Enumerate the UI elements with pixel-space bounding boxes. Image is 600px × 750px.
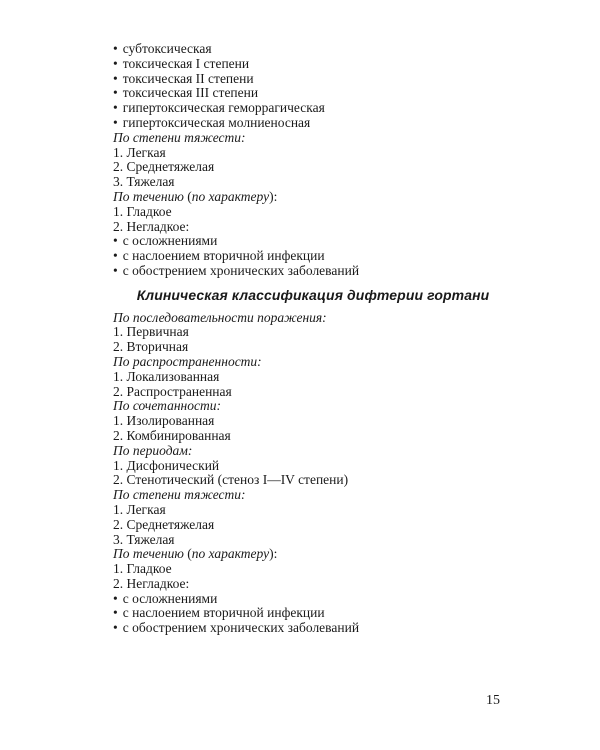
list-item: 1. Дисфонический	[113, 457, 220, 473]
list-item: 1. Легкая	[113, 144, 166, 160]
list-item: 3. Тяжелая	[113, 531, 175, 547]
course-label-prefix: По течению	[113, 546, 184, 562]
section-label-course: По течению (по характеру):	[113, 546, 278, 562]
list-item: 2. Среднетяжелая	[113, 516, 215, 532]
section-label-combination: По сочетанности:	[113, 398, 221, 414]
page-content	[113, 42, 513, 636]
list-item: • гипертоксическая геморрагическая	[113, 101, 513, 116]
list-item: 2. Распространенная	[113, 383, 232, 399]
list-item: 1. Первичная	[113, 324, 189, 340]
section-label-severity: По степени тяжести:	[113, 129, 246, 145]
list-item: • с обострением хронических заболеваний	[113, 264, 513, 279]
list-item: 2. Вторичная	[113, 339, 189, 355]
list-item: • токсическая I степени	[113, 57, 513, 72]
course-label-prefix: По течению	[113, 188, 184, 204]
list-item: 1. Гладкое	[113, 561, 172, 577]
list-item: 1. Гладкое	[113, 203, 172, 219]
list-item: • с обострением хронических заболеваний	[113, 621, 513, 636]
list-item: • субтоксическая	[113, 42, 513, 57]
list-item: 2. Комбинированная	[113, 427, 231, 443]
list-item: 3. Тяжелая	[113, 174, 175, 190]
list-item: 2. Стенотический (стеноз I—IV степени)	[113, 472, 349, 488]
course-label-paren: по характеру	[191, 188, 270, 204]
section-label-course: По течению (по характеру):	[113, 188, 278, 204]
list-item: 1. Изолированная	[113, 413, 215, 429]
section-label-severity: По степени тяжести:	[113, 487, 246, 503]
section-heading: Клиническая классификация дифтерии гортани	[136, 286, 490, 303]
list-item: • гипертоксическая молниеносная	[113, 116, 513, 131]
list-item: 2. Среднетяжелая	[113, 159, 215, 175]
section-label-prevalence: По распространенности:	[113, 353, 262, 369]
section-label-sequence: По последовательности поражения:	[113, 309, 327, 325]
list-item: • с осложнениями	[113, 234, 513, 249]
list-item: • токсическая III степени	[113, 86, 513, 101]
list-item: 1. Легкая	[113, 501, 166, 517]
list-item: • с наслоением вторичной инфекции	[113, 606, 513, 621]
list-item: • с наслоением вторичной инфекции	[113, 249, 513, 264]
section-label-periods: По периодам:	[113, 442, 193, 458]
list-item: • с осложнениями	[113, 592, 513, 607]
list-item: 1. Локализованная	[113, 368, 220, 384]
course-label-paren: по характеру	[191, 546, 270, 562]
list-item: 2. Негладкое:	[113, 575, 190, 591]
page-number: 15	[486, 693, 500, 708]
list-item: • токсическая II степени	[113, 72, 513, 87]
list-item: 2. Негладкое:	[113, 218, 190, 234]
